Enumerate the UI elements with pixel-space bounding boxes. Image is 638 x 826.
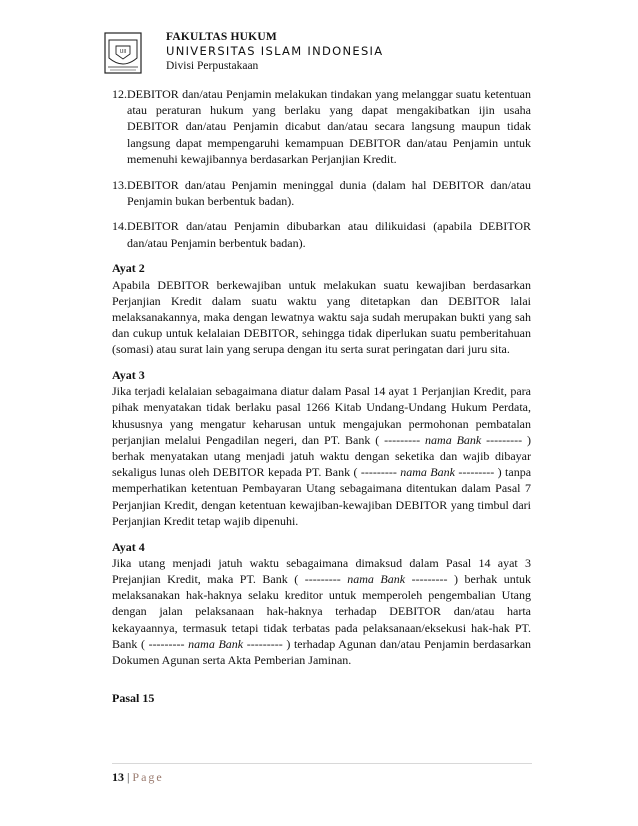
page-footer — [112, 770, 164, 785]
item-number: 13. — [112, 177, 127, 192]
ayat-2-paragraph: Apabila DEBITOR berkewajiban untuk melakukan suatu kewajiban berdasarkan Perjanjian Kredit dalam suatu waktu yang ditetapkan dan DEBITOR lalai melaksanakannya, maka dengan lewatnya waktu saja sudah merupakan bukti yang sah dan cukup untuk kelalaian DEBITOR, sehingga tidak diperlukan suatu pemberitahuan (somasi) atau surat lain yang serupa dengan itu serta surat peringatan dari juru sita. — [112, 277, 531, 357]
item-number: 14. — [112, 219, 127, 234]
bank-name-placeholder: nama Bank — [188, 636, 244, 651]
bank-name-placeholder: nama Bank — [400, 465, 455, 480]
item-text: DEBITOR dan/atau Penjamin meninggal dunia (dalam hal DEBITOR dan/atau Penjamin bukan berbentuk badan). — [127, 177, 531, 208]
pasal-15-heading: Pasal 15 — [112, 691, 155, 706]
item-text: DEBITOR dan/atau Penjamin dibubarkan atau dilikuidasi (apabila DEBITOR dan/atau Penjamin berbentuk badan). — [127, 219, 531, 250]
list-item-14 — [112, 218, 531, 250]
faculty-name: FAKULTAS HUKUM — [166, 31, 277, 43]
page-header — [99, 30, 549, 76]
item-number: 12. — [112, 87, 127, 101]
university-name: UNIVERSITAS ISLAM INDONESIA — [166, 44, 384, 58]
header-text — [166, 30, 383, 73]
logo-text: UII — [119, 49, 127, 55]
university-logo-icon — [99, 32, 147, 74]
page-label: Page — [132, 770, 164, 784]
ayat-3-heading: Ayat 3 — [112, 368, 145, 383]
bank-name-placeholder: nama Bank — [347, 571, 406, 586]
bank-name-placeholder: nama Bank — [425, 432, 482, 447]
ayat-4-paragraph: Jika utang menjadi jatuh waktu sebagaimana dimaksud dalam Pasal 14 ayat 3 Prejanjian Kredit, maka PT. Bank ( --------- nama Bank --------- ) berhak untuk melaksanakan hak-haknya selaku kreditor untuk memperoleh pengembalian Utang dengan jalan pelaksanaan hak-haknya terhadap DEBITOR dan/atau harta kekayaannya, termasuk tetapi tidak terbatas pada pelaksanaan/eksekusi hak-hak PT. Bank ( --------- nama Bank --------- ) terhadap Agunan dan/atau Penjamin berdasarkan Dokumen Agunan serta Akta Pemberian Jaminan. — [112, 555, 532, 667]
page-number: 13 — [112, 770, 124, 784]
ayat-3-paragraph: Jika terjadi kelalaian sebagaimana diatur dalam Pasal 14 ayat 1 Perjanjian Kredit, para pihak menyatakan tidak berlaku pasal 1266 Kitab Undang-Undang Hukum Perdata, khususnya yang mengatur keharusan untuk mengajukan permohonan pembatalan perjanjian melalui Pengadilan negeri, dan PT. Bank ( --------- nama Bank --------- ) berhak menyatakan utang menjadi jatuh waktu dengan seketika dan wajib dibayar sekaligus lunas oleh DEBITOR kepada PT. Bank ( --------- nama Bank --------- ) tanpa memperhatikan ketentuan Pembayaran Utang sebagaimana ditentukan dalam Pasal 7 Perjanjian Kredit, dengan ketentuan kewajiban-kewajiban DEBITOR yang timbul dari Perjanjian Kredit tetap wajib dipenuhi. — [112, 384, 532, 528]
ayat-4-heading: Ayat 4 — [112, 539, 145, 554]
document-body — [112, 86, 531, 706]
ayat-2-heading: Ayat 2 — [112, 261, 145, 276]
footer-divider — [112, 763, 532, 764]
item-text: DEBITOR dan/atau Penjamin melakukan tindakan yang melanggar suatu ketentuan atau peraturan hukum yang berlaku yang dapat mengakibatkan ijin usaha DEBITOR dan/atau Penjamin dicabut dan/atau secara langsung maupun tidak langsung dapat mempengaruhi kemampuan DEBITOR dan/atau Penjamin untuk memenuhi kewajibannya berdasarkan Perjanjian Kredit. — [127, 87, 531, 166]
footer-separator: | — [127, 770, 130, 784]
division-name: Divisi Perpustakaan — [166, 60, 259, 72]
list-item-13 — [112, 177, 531, 209]
list-item-12 — [112, 86, 531, 167]
